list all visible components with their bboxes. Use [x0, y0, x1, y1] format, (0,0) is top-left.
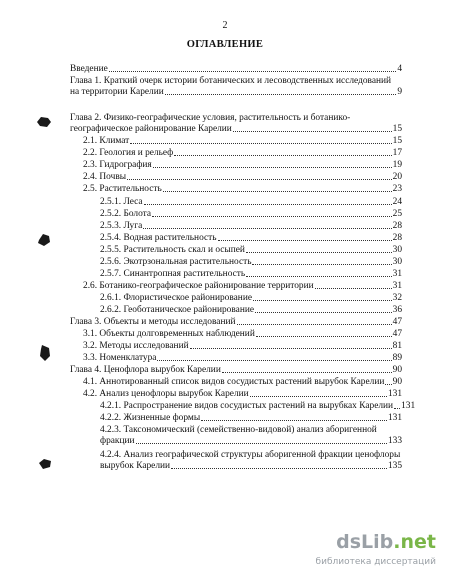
toc-entry-text: Введение [70, 64, 108, 74]
toc-page-number: 36 [392, 305, 402, 315]
toc-entry [83, 172, 402, 183]
toc-leader-dots [127, 179, 392, 180]
toc-page-number: 28 [392, 233, 402, 243]
toc-entry-text: 2.6.2. Геоботаническое районирование [100, 305, 255, 315]
punch-mark-4 [38, 458, 52, 470]
toc-entry [83, 329, 402, 340]
toc-entry [100, 221, 402, 232]
toc-entry-text: 4.2.3. Таксономический (семейственно-видовой) анализ аборигенной [100, 425, 377, 435]
toc-entry-text: 2.3. Гидрография [83, 160, 152, 170]
toc-leader-dots [218, 240, 392, 241]
toc-entry-text: 4.2. Анализ ценофлоры вырубок Карелии [83, 389, 249, 399]
toc-page-number: 25 [392, 209, 402, 219]
toc-entry [83, 184, 402, 195]
toc-page-number: 90 [392, 377, 402, 387]
toc-entry-text: 2.5.5. Растительность скал и осыпей [100, 245, 245, 255]
toc-leader-dots [109, 71, 397, 72]
toc-entry [83, 148, 402, 159]
toc-entry-text: Глава 3. Объекты и методы исследований [70, 317, 236, 327]
toc-entry-text: 2.4. Почвы [83, 172, 127, 182]
toc-leader-dots [315, 288, 392, 289]
toc-entry [83, 341, 402, 352]
toc-entry [100, 269, 402, 280]
toc-entry-text: 4.2.1. Распространение видов сосудистых растений на вырубках Карелии [100, 401, 394, 411]
toc-entry [83, 353, 402, 364]
toc-page-number: 30 [392, 245, 402, 255]
toc-entry [100, 305, 402, 316]
page-number: 2 [222, 20, 228, 31]
toc-entry [100, 197, 402, 208]
toc-page-number: 131 [401, 401, 416, 411]
toc-entry-text: 2.5.3. Луга [100, 221, 143, 231]
toc-entry-text: 2.5.6. Экотрзональная растительность [100, 257, 252, 267]
toc-entry [83, 281, 402, 292]
toc-entry-text: 3.3. Номенклатура [83, 353, 157, 363]
toc-entry-text: 4.1. Аннотированный список видов сосудистых растений вырубок Карелии [83, 377, 385, 387]
toc-page-number: 9 [397, 87, 402, 97]
toc-page-number: 32 [392, 293, 402, 303]
toc-page-number: 15 [392, 136, 402, 146]
toc-entry-text-continued: на территории Карелии [70, 87, 164, 97]
toc-entry-text-continued: вырубок Карелии [100, 461, 171, 471]
toc-leader-dots [144, 204, 392, 205]
toc-page-number: 28 [392, 221, 402, 231]
toc-entry-text: 3.2. Методы исследований [83, 341, 189, 351]
toc-leader-dots [130, 143, 391, 144]
toc-leader-dots [255, 312, 392, 313]
toc-entry [83, 160, 402, 171]
toc-page-number: 24 [392, 197, 402, 207]
toc-leader-dots [246, 276, 391, 277]
toc-page-number: 23 [392, 184, 402, 194]
toc-page-number: 47 [392, 317, 402, 327]
watermark-brand: dsLib [336, 531, 394, 553]
toc-page-number: 19 [392, 160, 402, 170]
toc-entry [100, 401, 416, 412]
toc-entry-text: 4.2.2. Жизненные формы [100, 413, 201, 423]
toc-page-number: 90 [392, 365, 402, 375]
punch-mark-3 [39, 344, 51, 362]
watermark-brand-domain: .net [393, 531, 436, 553]
toc-entry [100, 245, 402, 256]
watermark-subtitle: библиотека диссертаций [315, 557, 436, 567]
toc-entry-text: 2.5. Растительность [83, 184, 162, 194]
toc-page-number: 81 [392, 341, 402, 351]
toc-page-number: 47 [392, 329, 402, 339]
toc-leader-dots [246, 252, 392, 253]
toc-entry [83, 389, 402, 400]
toc-leader-dots [233, 131, 392, 132]
toc-entry [70, 64, 402, 75]
toc-leader-dots [152, 216, 392, 217]
toc-page-number: 131 [387, 389, 402, 399]
toc-leader-dots [201, 420, 387, 421]
punch-mark-2 [37, 233, 51, 247]
toc-page-number: 31 [392, 281, 402, 291]
toc-page-number: 17 [392, 148, 402, 158]
toc-entry [70, 317, 402, 328]
toc-entry [100, 425, 402, 447]
toc-leader-dots [136, 443, 387, 444]
toc-page-number: 30 [392, 257, 402, 267]
toc-leader-dots [256, 336, 392, 337]
toc-entry [100, 209, 402, 220]
toc-leader-dots [222, 372, 392, 373]
toc-page-number: 135 [387, 461, 402, 471]
toc-entry [100, 257, 402, 268]
toc-entry-text: 2.5.7. Синантропная растительность [100, 269, 246, 279]
toc-entry-text: 2.1. Климат [83, 136, 130, 146]
toc-leader-dots [190, 348, 392, 349]
toc-entry-text: 2.5.4. Водная растительность [100, 233, 217, 243]
toc-leader-dots [153, 167, 392, 168]
toc-entry-text: 2.2. Геология и рельеф [83, 148, 174, 158]
toc-entry-text: 2.6.1. Флористическое районирование [100, 293, 252, 303]
toc-entry [70, 76, 402, 98]
toc-entry-text: 4.2.4. Анализ географической структуры аборигенной фракции ценофлоры [100, 450, 401, 460]
toc-leader-dots [252, 264, 391, 265]
toc-page-number: 31 [392, 269, 402, 279]
toc-page-number: 20 [392, 172, 402, 182]
toc-page-number: 133 [387, 436, 402, 446]
toc-entry [83, 136, 402, 147]
toc-leader-dots [163, 191, 392, 192]
toc-page-number: 4 [397, 64, 402, 74]
toc-entry-text: Глава 1. Краткий очерк истории ботанических и лесоводственных исследований [70, 76, 392, 86]
toc-entry-text-continued: географическое районирование Карелии [70, 124, 232, 134]
toc-entry [70, 113, 402, 135]
toc-page-number: 131 [387, 413, 402, 423]
toc-leader-dots [253, 300, 392, 301]
toc-entry [100, 413, 402, 424]
toc-entry-text-continued: фракции [100, 436, 135, 446]
toc-entry [83, 377, 402, 388]
toc-leader-dots [174, 155, 391, 156]
toc-entry-text: 3.1. Объекты долговременных наблюдений [83, 329, 255, 339]
toc-entry [70, 365, 402, 376]
toc-entry-text: 2.6. Ботанико-географическое районирование территории [83, 281, 314, 291]
watermark-logo [286, 531, 436, 571]
toc-entry-text: Глава 2. Физико-географические условия, растительность и ботанико- [70, 113, 351, 123]
toc-leader-dots [385, 384, 391, 385]
toc-leader-dots [171, 468, 387, 469]
toc-leader-dots [143, 228, 391, 229]
toc-leader-dots [250, 396, 387, 397]
toc-leader-dots [394, 408, 400, 409]
toc-entry-text: Глава 4. Ценофлора вырубок Карелии [70, 365, 221, 375]
page-title: ОГЛАВЛЕНИЕ [186, 39, 264, 50]
toc-entry [100, 233, 402, 244]
toc-entry [100, 450, 402, 472]
toc-leader-dots [237, 324, 392, 325]
toc-leader-dots [157, 360, 391, 361]
toc-entry-text: 2.5.2. Болота [100, 209, 151, 219]
toc-entry [100, 293, 402, 304]
punch-mark-1 [36, 116, 52, 128]
toc-page-number: 15 [392, 124, 402, 134]
toc-leader-dots [165, 94, 397, 95]
toc-entry-text: 2.5.1. Леса [100, 197, 143, 207]
toc-page-number: 89 [392, 353, 402, 363]
